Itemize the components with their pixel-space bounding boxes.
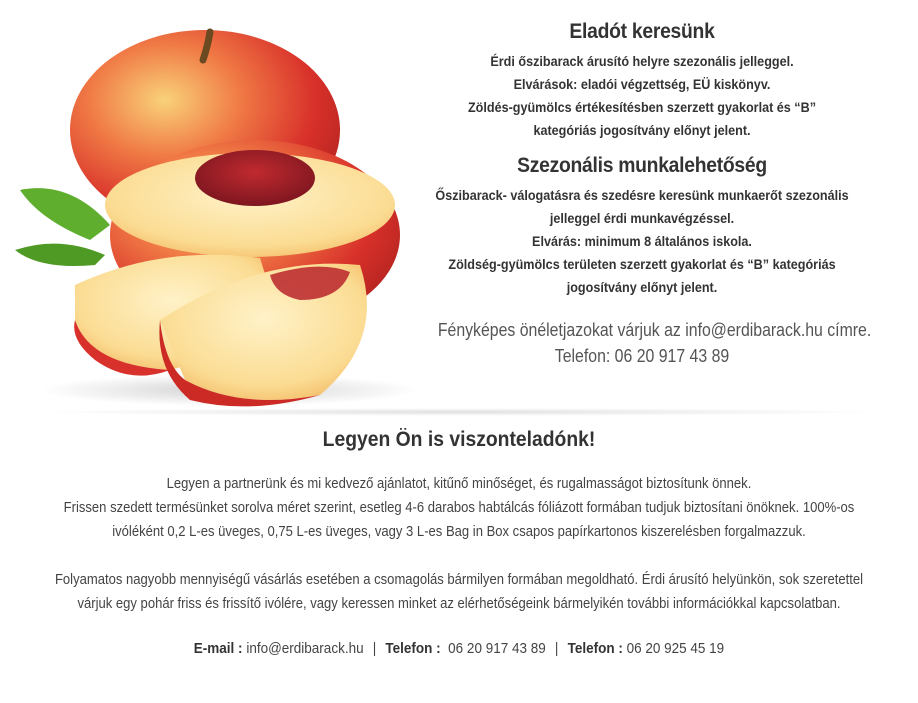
job2-line5: jogosítvány előnyt jelent.	[566, 279, 718, 295]
reseller-p4: Folyamatos nagyobb mennyiségű vásárlás esetében a csomagolás bármilyen formában megoldható. Érdi árusító helyünkön, sok szeretettel	[54, 572, 864, 588]
divider	[30, 408, 890, 416]
job2-req: Elvárás: minimum 8 általános iskola.	[532, 233, 752, 249]
reseller-p2: Frissen szedett termésünket sorolva méret szerint, esetleg 4-6 darabos habtálcás fóliázott formában tudjuk biztosítani önöknek. 100%-os	[63, 500, 855, 516]
contact-footer	[46, 640, 872, 657]
peach-image	[0, 20, 420, 410]
email-link[interactable]: info@erdibarack.hu	[242, 640, 364, 657]
job2-title: Szezonális munkalehetőség	[517, 154, 767, 177]
phone2-label: Telefon :	[567, 640, 623, 657]
reseller-section	[0, 428, 918, 657]
apply-phone: Telefon: 06 20 917 43 89	[554, 346, 730, 366]
email-label: E-mail :	[193, 640, 243, 657]
job2-line2: jelleggel érdi munkavégzéssel.	[549, 210, 735, 226]
separator: |	[554, 640, 559, 657]
reseller-p1: Legyen a partnerünk és mi kedvező ajánlatot, kitűnő minőséget, és rugalmasságot biztosítunk önnek.	[166, 476, 752, 492]
job1-title: Eladót keresünk	[569, 20, 715, 43]
job1-req: Elvárások: eladói végzettség, EÜ kiskönyv.	[513, 76, 771, 92]
job2-line4: Zöldség-gyümölcs területen szerzett gyakorlat és “B” kategóriás	[448, 256, 836, 272]
job1-line4: kategóriás jogosítvány előnyt jelent.	[533, 122, 751, 138]
phone1-label: Telefon :	[385, 640, 441, 657]
phone2-value: 06 20 925 45 19	[622, 640, 725, 657]
apply-line: Fényképes önéletjazokat várjuk az info@erdibarack.hu címre.	[437, 320, 872, 340]
job-ads	[410, 20, 874, 369]
phone1-value: 06 20 917 43 89	[440, 640, 546, 657]
job1-line3: Zöldés-gyümölcs értékesítésben szerzett gyakorlat és “B”	[467, 99, 817, 115]
reseller-p3: ivóléként 0,2 L-es üveges, 0,75 L-es üveges, vagy 3 L-es Bag in Box csapos papírkartonos kiszerelésben forgalmazzuk.	[112, 524, 806, 540]
peach-pit	[195, 150, 315, 206]
reseller-title: Legyen Ön is viszonteladónk!	[322, 428, 596, 451]
separator: |	[372, 640, 377, 657]
reseller-p5: várjuk egy pohár friss és frissítő ivólére, vagy keressen minket az elérhetőségeink bármelyikén további információkkal kapcsolatban.	[77, 596, 841, 612]
leaf-icon	[20, 188, 110, 240]
job2-line1: Őszibarack- válogatásra és szedésre keresünk munkaerőt szezonális	[435, 187, 849, 203]
job1-line1: Érdi őszibarack árusító helyre szezonális jelleggel.	[490, 53, 794, 69]
